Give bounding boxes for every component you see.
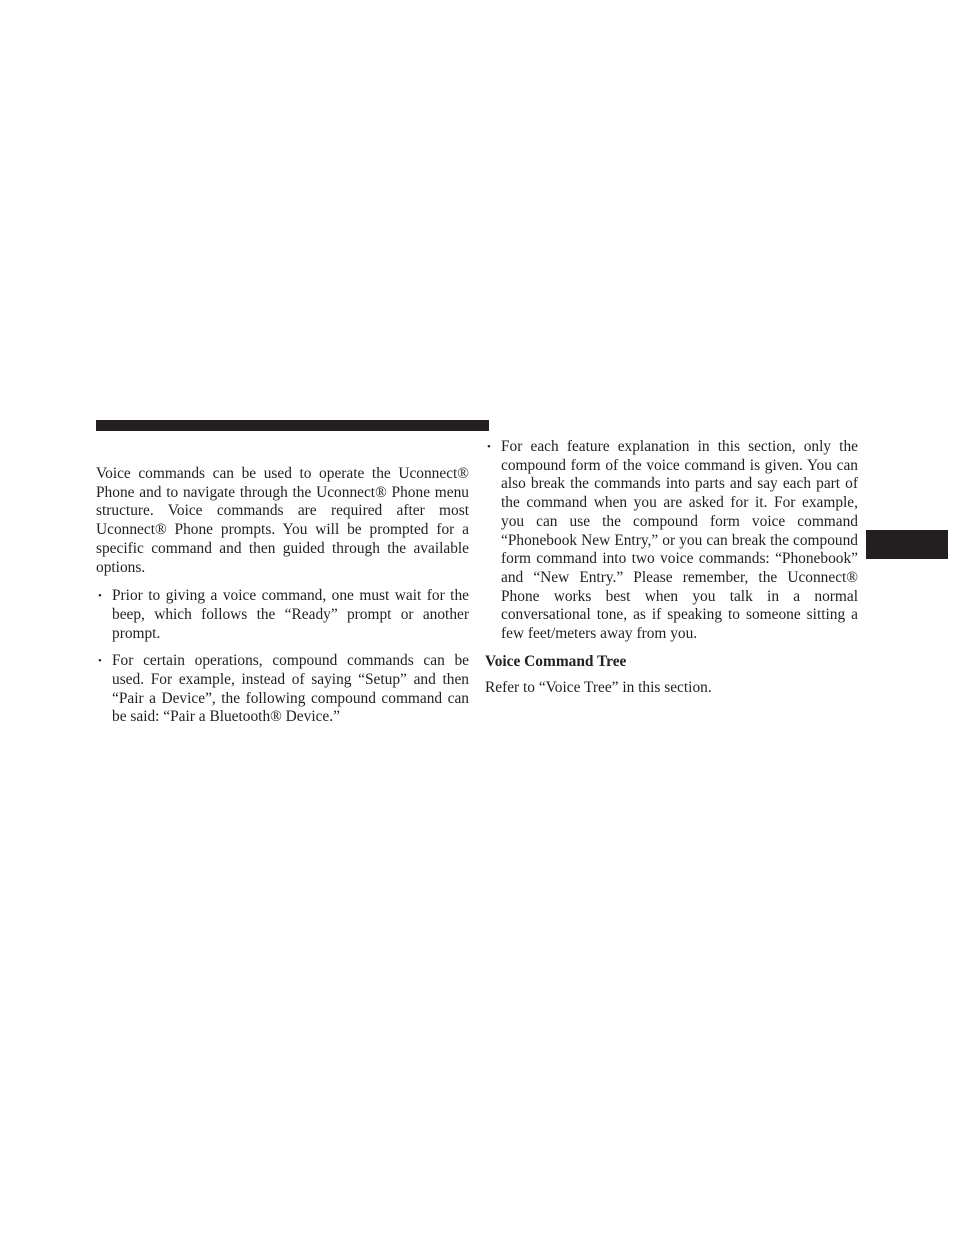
list-item-text: For each feature explanation in this section, only the compound form of the voice command is given. You can also break the commands into parts and say each part of the command when you are asked for it. For example, you can use the compound form voice command “Phonebook New Entry,” or you can break the compound form command into two voice commands: “Phonebook” and “New Entry.” Please remember, the Uconnect® Phone works best when you talk in a normal conversational tone, as if speaking to someone sitting a few feet/meters away from you. [501,438,858,643]
section-heading: Voice Command Tree [485,652,627,670]
list-item [96,587,469,643]
list-item-text: For certain operations, compound commands can be used. For example, instead of saying “Setup” and then “Pair a Device”, the following compound command can be said: “Pair a Bluetooth® Device.” [112,652,469,726]
list-item-text: Prior to giving a voice command, one must wait for the beep, which follows the “Ready” prompt or another prompt. [112,587,469,642]
bullet-icon: • [487,441,491,453]
bullet-icon: • [98,655,102,668]
intro-paragraph: Voice commands can be used to operate the Uconnect® Phone and to navigate through the Uconnect® Phone menu structure. Voice commands are required after most Uconnect® Phone prompts. You will be prompted for a specific command and then guided through the available options. [96,465,469,576]
left-column [96,465,469,736]
right-bullet-list [485,438,858,644]
section-header-bar [96,420,489,431]
bullet-icon: • [98,590,102,603]
list-item [96,652,469,727]
right-column [485,438,858,698]
left-bullet-list [96,587,469,727]
body-paragraph: Refer to “Voice Tree” in this section. [485,679,712,697]
list-item [485,438,858,644]
chapter-tab [866,530,948,559]
